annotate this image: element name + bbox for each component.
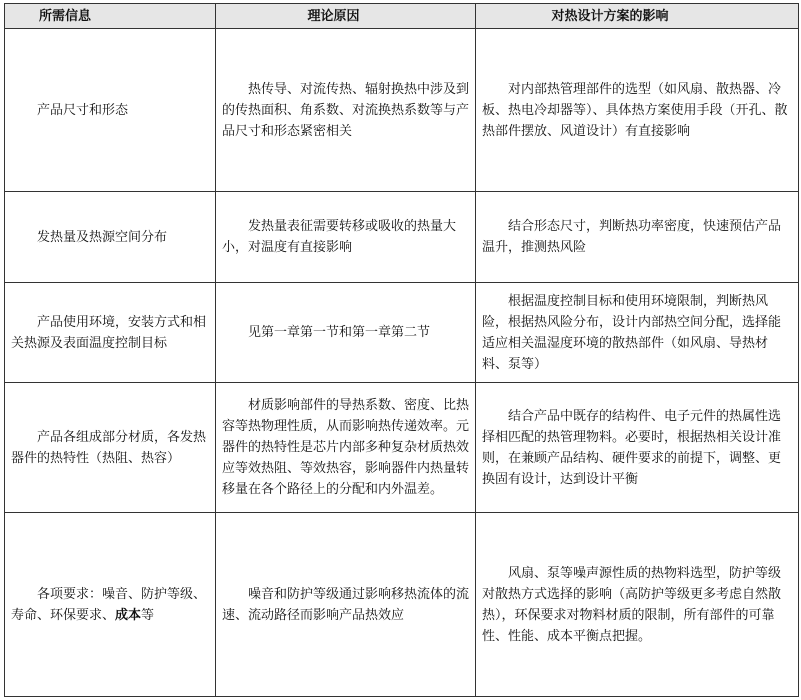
cell-info: 各项要求：噪音、防护等级、寿命、环保要求、成本等 [5, 513, 216, 697]
cell-reason: 见第一章第一节和第一章第二节 [216, 283, 476, 383]
header-theory-reason: 理论原因 [216, 4, 476, 29]
cell-info: 产品使用环境，安装方式和相关热源及表面温度控制目标 [5, 283, 216, 383]
cell-reason: 材质影响部件的导热系数、密度、比热容等热物理性质，从而影响热传递效率。元器件的热特性是芯片内部多种复杂材质热效应等效热阻、等效热容，影响器件内热量转移量在各个路径上的分配和内外温差。 [216, 383, 476, 513]
cell-impact: 对内部热管理部件的选型（如风扇、散热器、冷板、热电冷却器等）、具体热方案使用手段（开孔、散热部件摆放、风道设计）有直接影响 [476, 29, 799, 192]
cell-reason: 噪音和防护等级通过影响移热流体的流速、流动路径而影响产品热效应 [216, 513, 476, 697]
cell-info: 发热量及热源空间分布 [5, 192, 216, 283]
cell-info: 产品各组成部分材质，各发热器件的热特性（热阻、热容） [5, 383, 216, 513]
table-row [5, 383, 799, 513]
header-required-info: 所需信息 [5, 4, 216, 29]
cell-impact: 结合产品中既存的结构件、电子元件的热属性选择相匹配的热管理物料。必要时，根据热相关设计准则，在兼顾产品结构、硬件要求的前提下，调整、更换固有设计，达到设计平衡 [476, 383, 799, 513]
header-design-impact: 对热设计方案的影响 [476, 4, 799, 29]
table-row [5, 29, 799, 192]
table-row [5, 192, 799, 283]
table-row [5, 283, 799, 383]
cell-reason: 发热量表征需要转移或吸收的热量大小，对温度有直接影响 [216, 192, 476, 283]
table-row [5, 513, 799, 697]
table-header-row [5, 4, 799, 29]
cell-info: 产品尺寸和形态 [5, 29, 216, 192]
info-table [4, 3, 799, 697]
cell-reason: 热传导、对流传热、辐射换热中涉及到的传热面积、角系数、对流换热系数等与产品尺寸和形态紧密相关 [216, 29, 476, 192]
cell-impact: 风扇、泵等噪声源性质的热物料选型，防护等级对散热方式选择的影响（高防护等级更多考虑自然散热），环保要求对物料材质的限制，所有部件的可靠性、性能、成本平衡点把握。 [476, 513, 799, 697]
cell-impact: 根据温度控制目标和使用环境限制，判断热风险，根据热风险分布，设计内部热空间分配，选择能适应相关温湿度环境的散热部件（如风扇、导热材料、泵等） [476, 283, 799, 383]
cell-impact: 结合形态尺寸，判断热功率密度，快速预估产品温升，推测热风险 [476, 192, 799, 283]
